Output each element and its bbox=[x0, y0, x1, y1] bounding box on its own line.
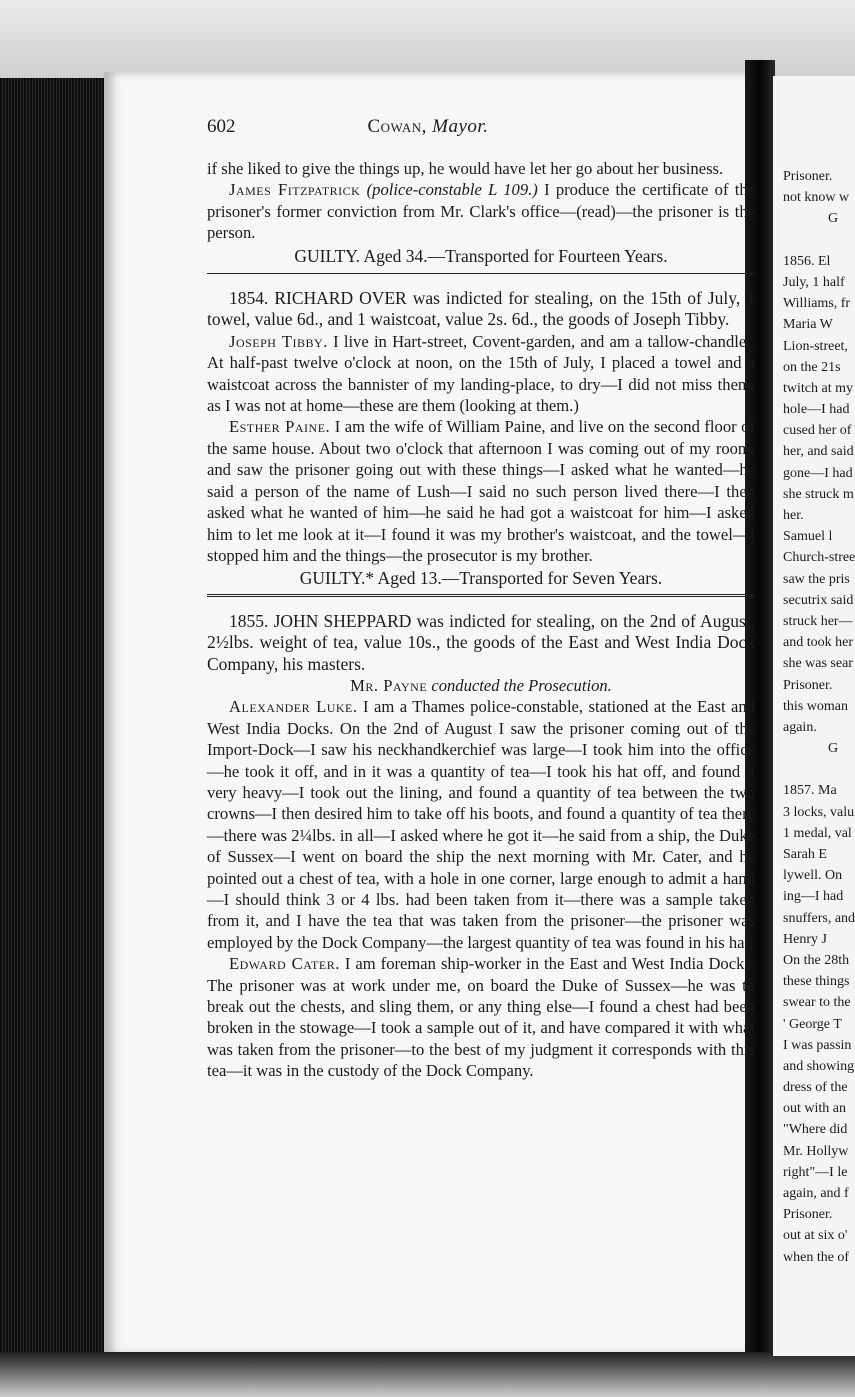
right-page-line: out at six o' bbox=[783, 1228, 848, 1244]
right-page-line: struck her— bbox=[783, 613, 853, 629]
testimony-fitzpatrick bbox=[207, 179, 755, 243]
right-page-line: twitch at my bbox=[783, 380, 853, 396]
right-page-line: ing—I had bbox=[783, 889, 844, 905]
right-page-line: I was passin bbox=[783, 1037, 852, 1053]
right-page-line: these things bbox=[783, 974, 850, 990]
right-page-line: she was sear bbox=[783, 656, 853, 672]
verdict-1: GUILTY. Aged 34.—Transported for Fourteen Years. bbox=[294, 245, 668, 266]
case-1854-heading: 1854. RICHARD OVER was indicted for stealing, on the 15th of July, 1 towel, value 6d., and 1 waistcoat, value 2s. 6d., the goods of Joseph Tibby. bbox=[207, 288, 755, 330]
witness-name: Edward Cater. bbox=[229, 954, 340, 974]
right-page-line: 1 medal, val bbox=[783, 825, 852, 841]
right-page-line: Williams, fr bbox=[783, 296, 851, 312]
right-page-line: her, and said bbox=[783, 444, 854, 460]
right-page-line: G bbox=[828, 741, 839, 757]
right-page-line: Samuel l bbox=[783, 529, 833, 545]
right-page-text bbox=[783, 166, 855, 1268]
page-body bbox=[207, 158, 755, 1082]
prosecution-text: conducted the Prosecution. bbox=[427, 675, 612, 695]
right-page-line: right"—I le bbox=[783, 1164, 848, 1180]
right-page-line: cused her of bbox=[783, 423, 852, 439]
right-page-line bbox=[783, 230, 855, 251]
book-spine bbox=[0, 78, 105, 1368]
right-page-line: ' George T bbox=[783, 1016, 842, 1032]
right-page-line: July, 1 half bbox=[783, 274, 845, 290]
scan-background-top bbox=[0, 0, 855, 82]
section-divider bbox=[207, 594, 755, 595]
right-page-line: Church-stree bbox=[783, 550, 855, 566]
right-page-line: swear to the bbox=[783, 995, 851, 1011]
right-page-line: hole—I had bbox=[783, 402, 850, 418]
right-page-line: dress of the bbox=[783, 1080, 848, 1096]
right-page-line: out with an bbox=[783, 1101, 846, 1117]
right-page-line: Prisoner. bbox=[783, 1207, 833, 1223]
right-page-line: again. bbox=[783, 719, 817, 735]
right-page-line: on the 21s bbox=[783, 359, 841, 375]
right-page-line: this woman bbox=[783, 698, 848, 714]
right-page-line: 3 locks, valu bbox=[783, 804, 855, 820]
right-page-line: not know w bbox=[783, 190, 850, 206]
running-head-title: Mayor. bbox=[432, 116, 489, 137]
right-page-line: 1857. Ma bbox=[783, 783, 837, 799]
right-page-line: gone—I had bbox=[783, 465, 853, 481]
right-page-line: "Where did bbox=[783, 1122, 848, 1138]
testimony-text: I am foreman ship-worker in the East and West India Docks. The prisoner was at work under me, on board the Duke of Sussex—he was to break out the chests, and sling them, or any thing else—I found a chest had been broken in the stowage—I took a sample out of it, and have compared it with what was taken from the prisoner—to the best of my judgment it corresponds with this tea—it was in the custody of the Dock Company. bbox=[207, 954, 755, 1081]
right-page-line: On the 28th bbox=[783, 952, 850, 968]
section-divider bbox=[207, 596, 755, 597]
right-page-line: Henry J bbox=[783, 931, 827, 947]
right-page-line: Prisoner. bbox=[783, 677, 833, 693]
right-page-line: saw the pris bbox=[783, 571, 850, 587]
testimony-tibby bbox=[207, 331, 755, 417]
verdict-2: GUILTY.* Aged 13.—Transported for Seven Years. bbox=[299, 568, 663, 589]
witness-role: (police-constable L 109.) bbox=[366, 180, 538, 200]
right-page bbox=[773, 76, 855, 1356]
testimony-paine bbox=[207, 416, 755, 566]
right-page-line: again, and f bbox=[783, 1186, 849, 1201]
page-number: 602 bbox=[207, 116, 236, 137]
right-page-line: when the of bbox=[783, 1249, 850, 1265]
right-page-line: she struck m bbox=[783, 486, 854, 502]
right-page-line: Lion-street, bbox=[783, 338, 848, 354]
page-header bbox=[103, 116, 753, 140]
right-page-line: Maria W bbox=[783, 317, 833, 333]
right-page-line: and took her bbox=[783, 635, 853, 651]
testimony-cater bbox=[207, 953, 755, 1081]
testimony-text: I am a Thames police-constable, stationed at the East and West India Docks. On the 2nd of August I saw the prisoner coming out of the Import-Dock—I saw his neckhandkerchief was large—I took him into the office—he took it off, and in it was a quantity of tea—I took his hat off, and found it very heavy—I took out the lining, and found a quantity of tea between the two crowns—I then desired him to take off his boots, and found a quantity of tea there—there was 2¼lbs. in all—I asked where he got it—he said from a ship, the Duke of Sussex—I went on board the ship the next morning with Mr. Cater, and he pointed out a chest of tea, with a hole in one corner, large enough to admit a hand—I should think 3 or 4 lbs. had been taken from it—there was a sample taken from it, and I have the tea that was taken from the prisoner—the prisoner was employed by the Dock Company—the largest quantity of tea was found in his hat. bbox=[207, 697, 755, 952]
right-page-line: Sarah E bbox=[783, 847, 827, 862]
counsel-name: Mr. Payne bbox=[350, 675, 428, 695]
right-page-line: and showing bbox=[783, 1058, 855, 1074]
right-page-line: secutrix said bbox=[783, 592, 854, 608]
testimony-text: I produce the certificate of the prisoner's former conviction from Mr. Clark's office—(read)—the prisoner is the person. bbox=[207, 180, 756, 243]
testimony-text: I am the wife of William Paine, and live on the second floor of the same house. About two o'clock that afternoon I was coming out of my room, and saw the prisoner going out with these things—I asked what he wanted—he said a person of the name of Lush—I said no such person lived there—I then asked what he wanted of him—he said he had got a waistcoat for him—I asked him to let me look at it—I found it was my brother's waistcoat, and the towel—I stopped him and the things—the prosecutor is my brother. bbox=[207, 417, 755, 565]
right-page-line: Mr. Hollyw bbox=[783, 1143, 849, 1159]
witness-name: Alexander Luke. bbox=[229, 697, 358, 717]
right-page-line: lywell. On bbox=[783, 868, 843, 884]
witness-name: James Fitzpatrick bbox=[229, 180, 361, 200]
running-head-name: Cowan, bbox=[367, 116, 427, 137]
section-divider bbox=[207, 273, 755, 274]
scan-background-bottom bbox=[0, 1352, 855, 1397]
right-page-line: 1856. El bbox=[783, 253, 831, 269]
right-page-line: her. bbox=[783, 508, 804, 523]
right-page-line: snuffers, and bbox=[783, 910, 855, 926]
testimony-text: I live in Hart-street, Covent-garden, and am a tallow-chandler. At half-past twelve o'clock at noon, on the 15th of July, I placed a towel and a waistcoat across the bannister of my landing-place, to dry—I did not miss them, as I was not at home—these are them (looking at them.) bbox=[207, 331, 756, 416]
right-page-line: Prisoner. bbox=[783, 169, 833, 184]
right-page-line: G bbox=[828, 211, 839, 227]
testimony-luke bbox=[207, 696, 755, 953]
case-1855-heading: 1855. JOHN SHEPPARD was indicted for stealing, on the 2nd of August, 2½lbs. weight of tea, value 10s., the goods of the East and West India Dock Company, his masters. bbox=[207, 610, 755, 674]
prosecution-note bbox=[207, 675, 755, 696]
running-head bbox=[103, 116, 753, 137]
right-page-line bbox=[783, 759, 855, 780]
witness-name: Esther Paine. bbox=[229, 417, 331, 437]
paragraph-continuation: if she liked to give the things up, he would have let her go about her business. bbox=[207, 159, 724, 178]
witness-name: Joseph Tibby. bbox=[229, 331, 328, 351]
